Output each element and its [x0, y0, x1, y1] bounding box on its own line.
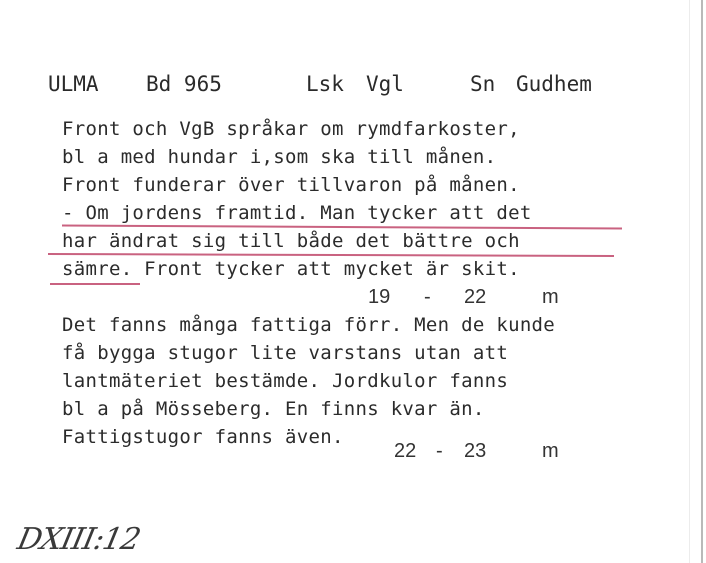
text-line: Fattigstugor fanns även.	[62, 426, 344, 448]
reference-end: 22	[464, 286, 487, 308]
text-line: få bygga stugor lite varstans utan att	[62, 342, 509, 364]
text-line: bl a på Mösseberg. En finns kvar än.	[62, 398, 485, 420]
underline-mark	[50, 283, 140, 285]
text-line-underlined: har ändrat sig till både det bättre och	[62, 230, 520, 252]
handwritten-archive-mark: DXIII:12	[14, 522, 143, 557]
reference-start: 22	[394, 440, 417, 462]
parish-value: Gudhem	[516, 72, 592, 96]
reference-unit: m	[542, 440, 559, 462]
card-edge-line	[689, 0, 690, 563]
county-value: Vgl	[366, 72, 404, 96]
volume-number: Bd 965	[146, 72, 222, 96]
text-line: bl a med hundar i,som ska till månen.	[62, 146, 497, 168]
reference-end: 23	[464, 440, 487, 462]
reference-dash: -	[424, 286, 431, 308]
text-line: Det fanns många fattiga förr. Men de kunde	[62, 314, 556, 336]
text-line: sämre. Front tycker att mycket är skit.	[62, 258, 520, 280]
underline-mark	[62, 225, 622, 230]
reference-dash: -	[436, 440, 443, 462]
parish-label: Sn	[470, 72, 496, 96]
card-edge	[701, 0, 703, 563]
underline-mark	[48, 253, 614, 257]
text-line: Front funderar över tillvaron på månen.	[62, 174, 520, 196]
text-line: lantmäteriet bestämde. Jordkulor fanns	[62, 370, 509, 392]
reference-unit: m	[542, 286, 559, 308]
text-line: Front och VgB språkar om rymdfarkoster,	[62, 118, 520, 140]
archive-code: ULMA	[48, 72, 99, 96]
text-line-underlined: - Om jordens framtid. Man tycker att det	[62, 202, 532, 224]
county-label: Lsk	[306, 72, 344, 96]
reference-start: 19	[368, 286, 391, 308]
